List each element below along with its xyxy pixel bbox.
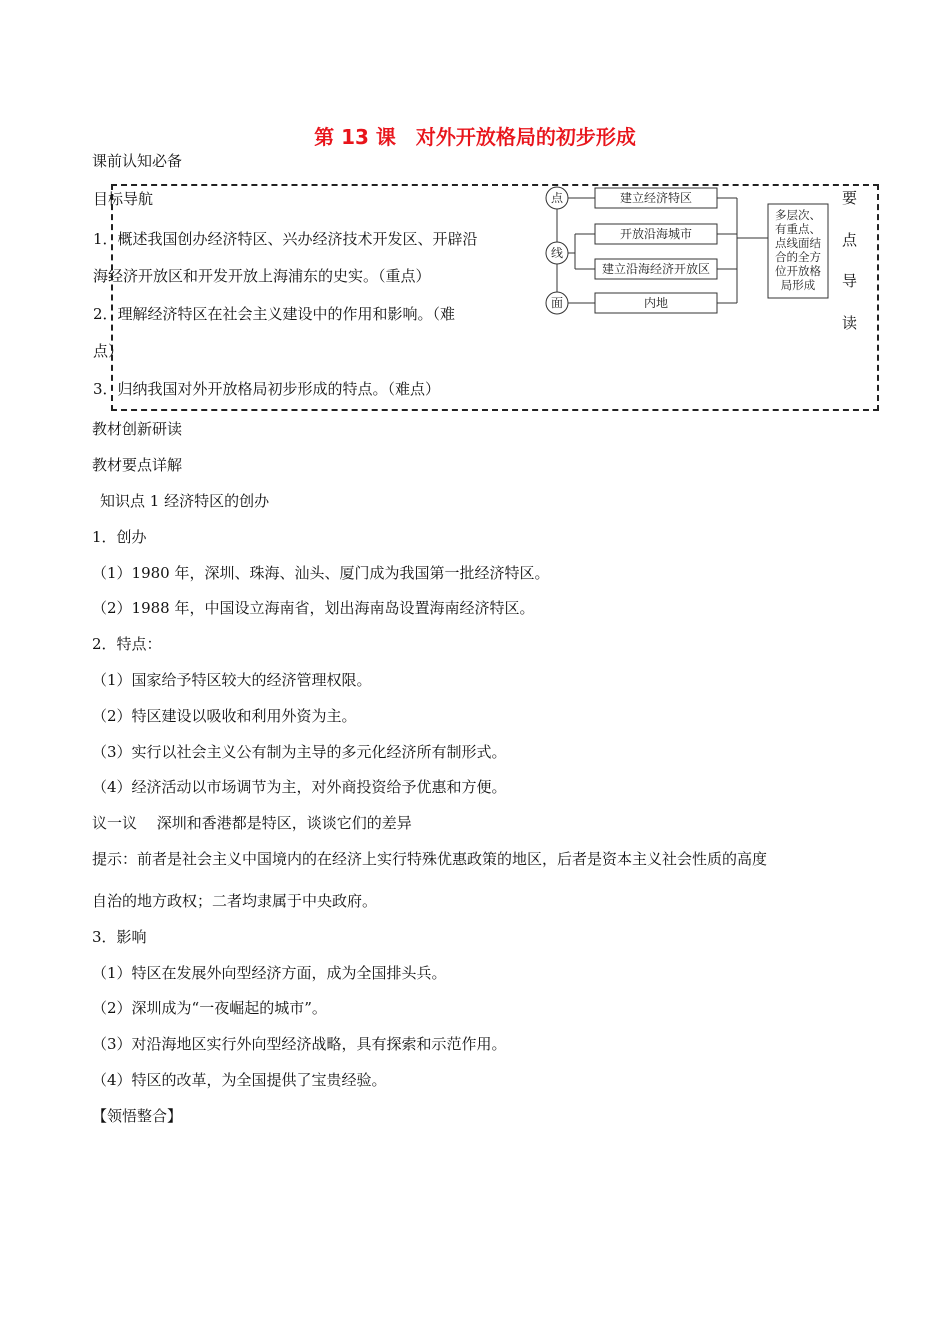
side-label-char-3: 导	[842, 272, 858, 290]
heading-influence: 3．影响	[92, 928, 147, 946]
result-line-2: 有重点、	[775, 222, 821, 236]
box-special-zone: 建立经济特区	[619, 191, 693, 205]
hint-line-1: 提示：前者是社会主义中国境内的在经济上实行特殊优惠政策的地区，后者是资本主义社会性质的高度	[92, 850, 768, 868]
feature-item-1: （1）国家给予特区较大的经济管理权限。	[92, 671, 372, 689]
heading-features: 2．特点：	[92, 635, 162, 653]
goal-line-4: 点）	[93, 342, 124, 360]
box-coastal-open-zone: 建立沿海经济开放区	[601, 262, 711, 276]
goal-line-3: 2．理解经济特区在社会主义建设中的作用和影响。（难	[93, 305, 456, 323]
box-inland: 内地	[643, 296, 669, 310]
goals-heading: 目标导航	[93, 190, 154, 208]
influence-item-2: （2）深圳成为“一夜崛起的城市”。	[92, 999, 327, 1017]
influence-item-4: （4）特区的改革，为全国提供了宝贵经验。	[92, 1071, 387, 1089]
result-line-5: 位开放格	[775, 264, 821, 278]
goal-line-2: 海经济开放区和开发开放上海浦东的史实。（重点）	[93, 267, 431, 285]
summary-heading: 【领悟整合】	[92, 1107, 183, 1125]
knowledge-point-1: 知识点 1 经济特区的创办	[100, 492, 270, 510]
founding-item-2: （2）1988 年，中国设立海南省，划出海南岛设置海南经济特区。	[92, 599, 535, 617]
side-label-char-4: 读	[842, 314, 858, 332]
feature-item-2: （2）特区建设以吸收和利用外资为主。	[92, 707, 357, 725]
result-line-4: 合的全方	[775, 250, 821, 264]
influence-item-1: （1）特区在发展外向型经济方面，成为全国排头兵。	[92, 964, 447, 982]
founding-item-1: （1）1980 年，深圳、珠海、汕头、厦门成为我国第一批经济特区。	[92, 564, 550, 582]
result-line-3: 点线面结	[775, 236, 821, 250]
goal-line-5: 3．归纳我国对外开放格局初步形成的特点。（难点）	[93, 380, 441, 398]
page-title: 第 13 课 对外开放格局的初步形成	[314, 125, 636, 149]
feature-item-4: （4）经济活动以市场调节为主，对外商投资给予优惠和方便。	[92, 778, 507, 796]
influence-item-3: （3）对沿海地区实行外向型经济战略，具有探索和示范作用。	[92, 1035, 507, 1053]
circle-point: 点	[550, 191, 564, 205]
goal-line-1: 1．概述我国创办经济特区、兴办经济技术开发区、开辟沿	[93, 230, 478, 248]
circle-surface: 面	[550, 296, 564, 310]
circle-line: 线	[550, 246, 564, 260]
side-label-char-1: 要	[842, 189, 858, 207]
open-pattern-diagram	[540, 183, 840, 323]
discussion-question: 议一议 深圳和香港都是特区，谈谈它们的差异	[92, 814, 412, 832]
result-line-1: 多层次、	[775, 208, 821, 222]
box-coastal-city: 开放沿海城市	[619, 227, 693, 241]
feature-item-3: （3）实行以社会主义公有制为主导的多元化经济所有制形式。	[92, 743, 507, 761]
section-detail: 教材要点详解	[92, 456, 183, 474]
section-study: 教材创新研读	[92, 420, 183, 438]
hint-line-2: 自治的地方政权；二者均隶属于中央政府。	[92, 892, 378, 910]
result-line-6: 局形成	[780, 278, 816, 292]
side-label-char-2: 点	[842, 231, 858, 249]
section-pre-class: 课前认知必备	[92, 152, 183, 170]
heading-founding: 1．创办	[92, 528, 147, 546]
